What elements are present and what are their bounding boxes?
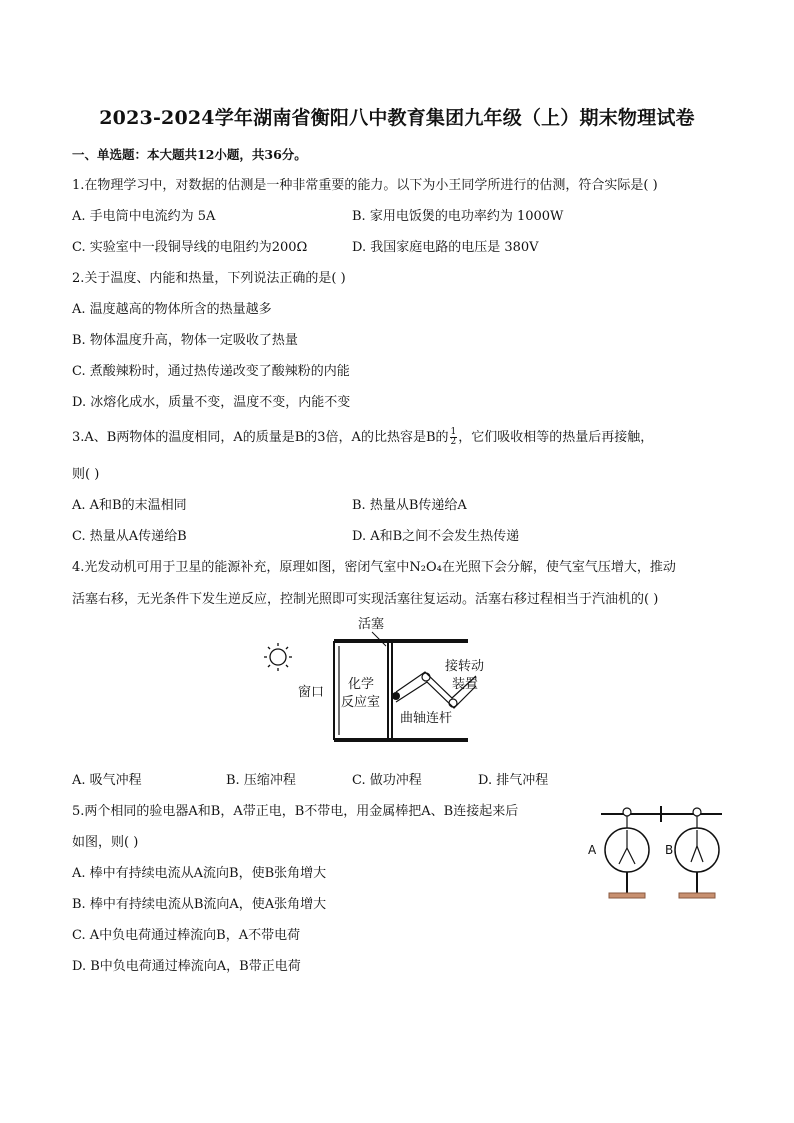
label-chamber-2: 反应室 [341, 695, 381, 710]
q3-stem-part1: 3.A、B两物体的温度相同，A的质量是B的3倍，A的比热容是B的 [72, 430, 449, 445]
label-a: A [588, 843, 597, 857]
exam-title: 2023-2024学年湖南省衡阳八中教育集团九年级（上）期末物理试卷 [99, 107, 695, 129]
electroscope-figure [585, 800, 730, 905]
piston [388, 643, 392, 738]
label-drive-2: 装置 [451, 677, 478, 692]
q3-option-b: B. 热量从B传递给A [352, 498, 467, 513]
q1-option-a: A. 手电筒中电流约为 5A [72, 209, 216, 224]
q3-fraction [450, 428, 458, 447]
q1-option-c: C. 实验室中一段铜导线的电阻约为200Ω [72, 240, 308, 255]
q4-stem-line2: 活塞右移，无光条件下发生逆反应，控制光照即可实现活塞往复运动。活塞右移过程相当于汽油机的( ) [72, 592, 659, 607]
q3-fraction-numerator: 1 [450, 427, 457, 437]
q3-fraction-denominator: 2 [450, 437, 457, 447]
crank-pivot [392, 692, 400, 700]
sun-icon [264, 643, 292, 671]
electroscope-a [605, 808, 649, 898]
q5-stem-line1: 5.两个相同的验电器A和B，A带正电，B不带电，用金属棒把A、B连接起来后 [72, 804, 519, 819]
label-chamber-1: 化学 [348, 677, 375, 692]
q2-option-c: C. 煮酸辣粉时，通过热传递改变了酸辣粉的内能 [72, 364, 350, 379]
q5-option-b: B. 棒中有持续电流从B流向A，使A张角增大 [72, 897, 327, 912]
q3-option-d: D. A和B之间不会发生热传递 [352, 529, 520, 544]
q4-option-d: D. 排气冲程 [478, 773, 549, 788]
q3-stem-continued: 则( ) [72, 467, 100, 482]
light-engine-figure [250, 610, 490, 750]
q3-option-c: C. 热量从A传递给B [72, 529, 187, 544]
q5-option-d: D. B中负电荷通过棒流向A，B带正电荷 [72, 959, 301, 974]
q2-option-d: D. 冰熔化成水，质量不变，温度不变，内能不变 [72, 395, 351, 410]
label-b: B [665, 843, 674, 857]
q1-option-b: B. 家用电饭煲的电功率约为 1000W [352, 209, 564, 224]
q4-option-b: B. 压缩冲程 [226, 773, 296, 788]
q3-stem [72, 428, 653, 447]
section-heading: 一、单选题：本大题共12小题，共36分。 [72, 147, 307, 162]
q3-stem-part2: ，它们吸收相等的热量后再接触， [458, 430, 654, 445]
q1-option-d: D. 我国家庭电路的电压是 380V [352, 240, 539, 255]
label-drive-1: 接转动 [444, 659, 484, 674]
q2-option-a: A. 温度越高的物体所含的热量越多 [72, 302, 272, 317]
q4-option-c: C. 做功冲程 [352, 773, 422, 788]
q3-option-a: A. A和B的末温相同 [72, 498, 187, 513]
q5-option-a: A. 棒中有持续电流从A流向B，使B张角增大 [72, 866, 327, 881]
label-piston: 活塞 [358, 617, 385, 632]
q4-stem-line1: 4.光发动机可用于卫星的能源补充，原理如图，密闭气室中N₂O₄在光照下会分解，使气室气压增大，推动 [72, 560, 676, 575]
q1-stem: 1.在物理学习中，对数据的估测是一种非常重要的能力。以下为小王同学所进行的估测，符合实际是( ) [72, 178, 658, 193]
q4-option-a: A. 吸气冲程 [72, 773, 142, 788]
label-window: 窗口 [298, 685, 325, 700]
q2-option-b: B. 物体温度升高，物体一定吸收了热量 [72, 333, 298, 348]
label-crank: 曲轴连杆 [400, 711, 453, 726]
q2-stem: 2.关于温度、内能和热量，下列说法正确的是( ) [72, 271, 346, 286]
electroscope-b [675, 808, 719, 898]
q5-stem-line2: 如图，则( ) [72, 835, 139, 850]
q5-option-c: C. A中负电荷通过棒流向B，A不带电荷 [72, 928, 301, 943]
